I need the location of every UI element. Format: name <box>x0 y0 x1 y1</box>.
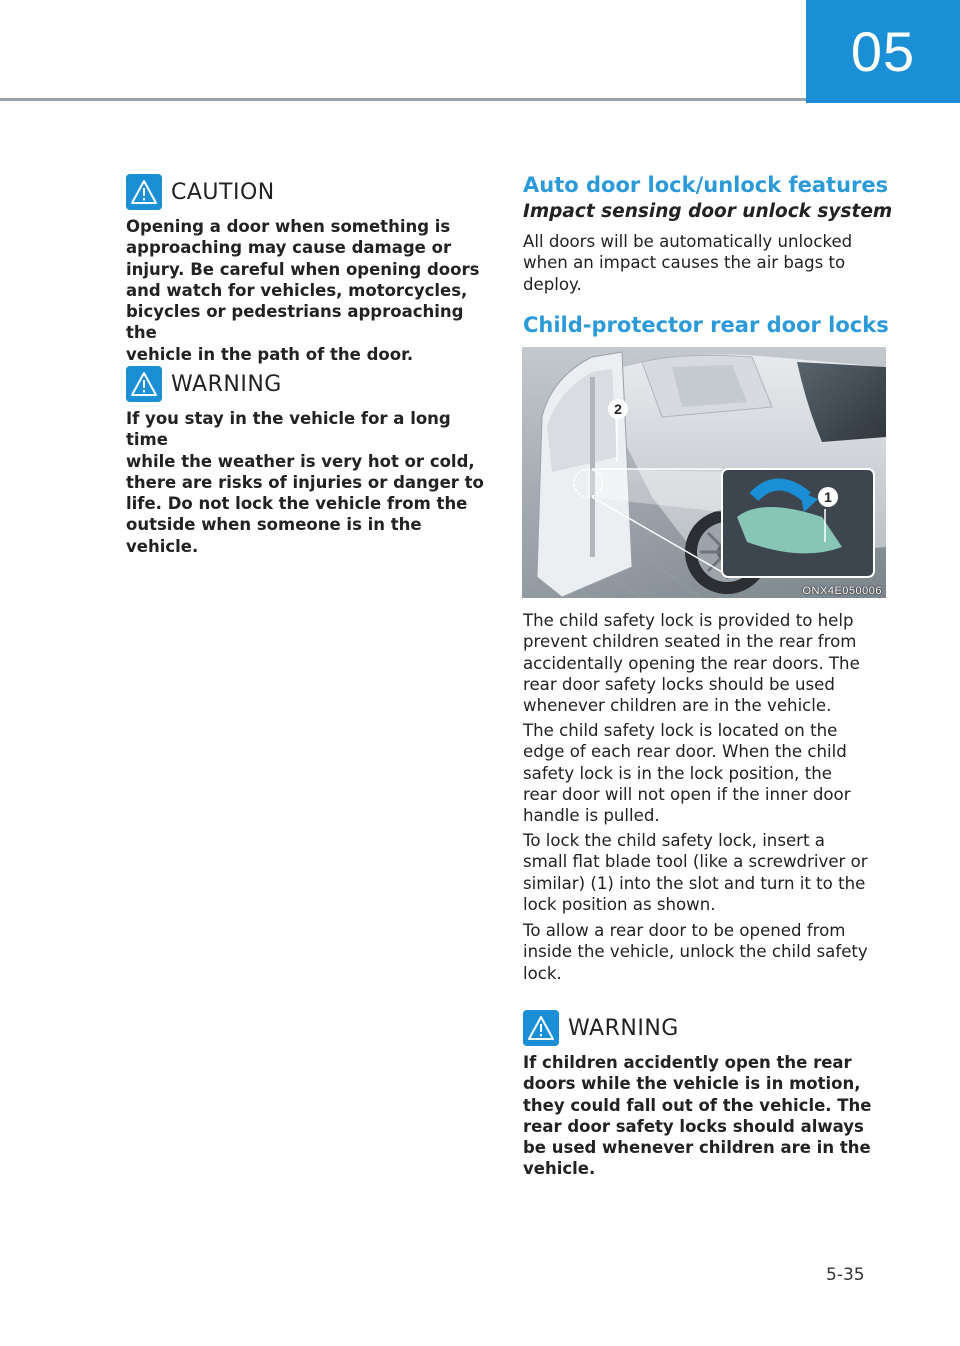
chapter-number: 05 <box>806 0 960 103</box>
paragraph-child-lock-unlock: To allow a rear door to be opened from inside the vehicle, unlock the child safety lock. <box>523 921 868 983</box>
figure-code: ONX4E050006 <box>802 585 882 597</box>
caution-title: CAUTION <box>171 179 275 205</box>
caution-box <box>126 174 496 365</box>
caution-text: Opening a door when something is approaching may cause damage or injury. Be careful when opening doors and watch for vehicles, motorcycles, bicycles or pedestrians approaching the vehicle in the path of the door. <box>126 217 480 364</box>
section-heading-auto-lock: Auto door lock/unlock features <box>523 173 889 197</box>
car-door-image <box>522 347 886 598</box>
paragraph-child-lock-location: The child safety lock is located on the edge of each rear door. When the child safety lock is in the lock position, the rear door will not open if the inner door handle is pulled. <box>523 721 851 826</box>
paragraph-impact-unlock: All doors will be automatically unlocked when an impact causes the air bags to deploy. <box>523 232 853 294</box>
callout-1: 1 <box>818 487 838 507</box>
paragraph-child-lock-how-to-lock: To lock the child safety lock, insert a small flat blade tool (like a screwdriver or similar) (1) into the slot and turn it to the lock position as shown. <box>523 831 868 914</box>
subheading-impact-sensing: Impact sensing door unlock system <box>523 201 893 222</box>
callout-2: 2 <box>608 399 628 419</box>
warning-triangle-icon <box>126 366 162 402</box>
paragraph-child-lock-purpose: The child safety lock is provided to help prevent children seated in the rear from accidentally opening the rear doors. The rear door safety locks should be used whenever children are in the vehicle. <box>523 611 860 716</box>
warning-triangle-icon <box>523 1010 559 1046</box>
warning-title: WARNING <box>171 371 282 397</box>
page-number: 5-35 <box>826 1265 865 1285</box>
header-rule <box>0 98 806 101</box>
section-heading-child-lock: Child-protector rear door locks <box>523 313 889 337</box>
warning-text: If you stay in the vehicle for a long time while the weather is very hot or cold, there are risks of injuries or danger to life. Do not lock the vehicle from the outside when someone is in the vehicle. <box>126 409 484 556</box>
warning-title: WARNING <box>568 1015 679 1041</box>
child-lock-illustration <box>522 347 886 598</box>
warning-triangle-icon <box>126 174 162 210</box>
warning-box-child-lock <box>523 1010 893 1180</box>
warning-text: If children accidently open the rear doors while the vehicle is in motion, they could fall out of the vehicle. The rear door safety locks should always be used whenever children are in the vehicle. <box>523 1053 872 1179</box>
warning-box-vehicle-temperature <box>126 366 496 557</box>
